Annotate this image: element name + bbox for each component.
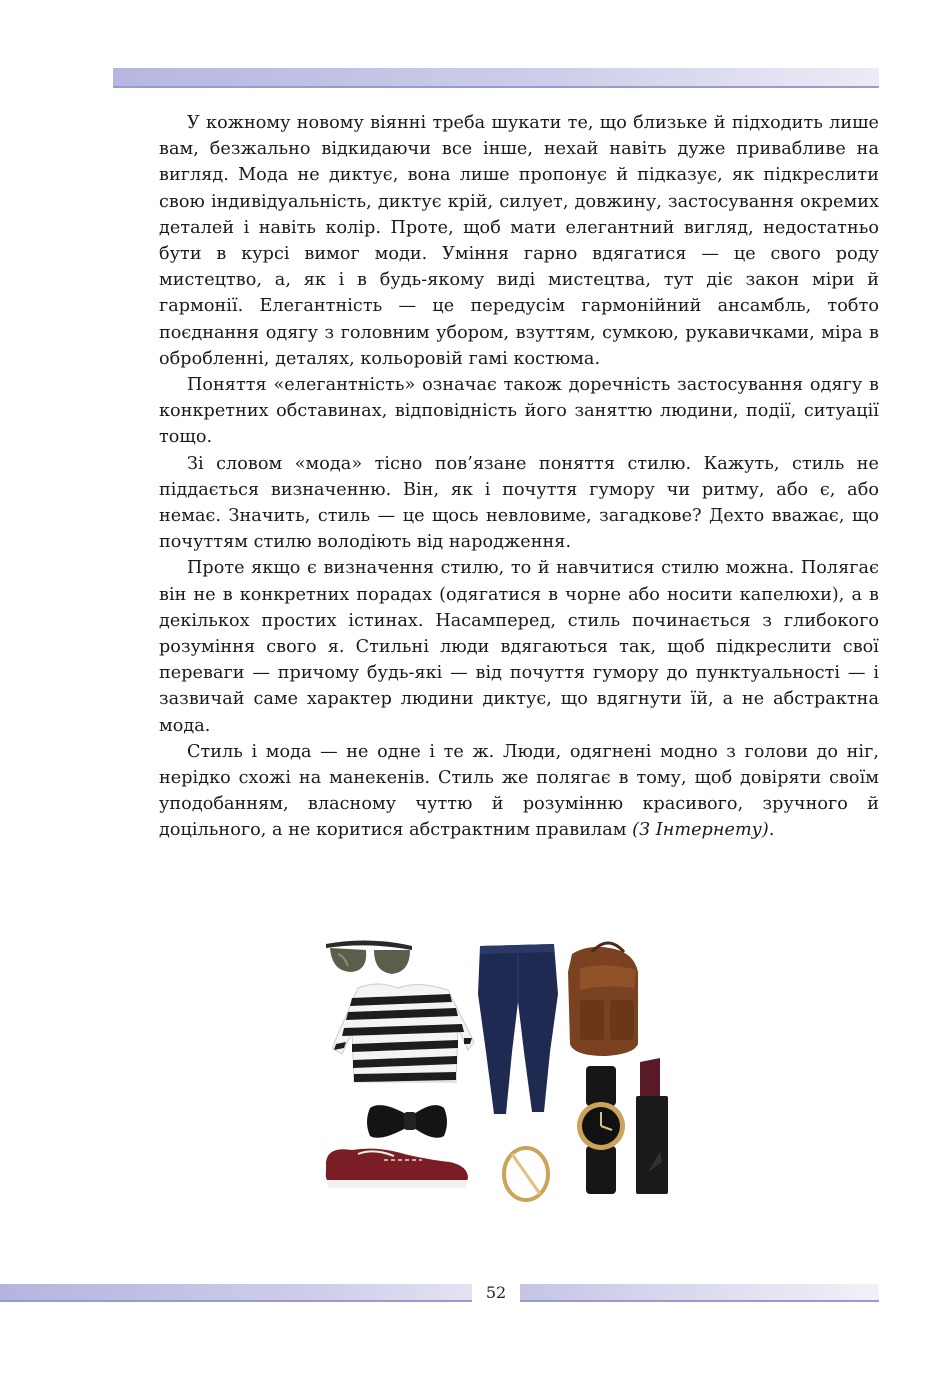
jeans-icon bbox=[478, 944, 558, 1114]
paragraph-5-text: Стиль і мода — не одне і те ж. Люди, одягнені модно з голови до ніг, нерідко схожі на манекенів. Стиль же полягає в тому, щоб довіряти своїм уподобанням, власному чуттю й розумінню красивого, зручного й доцільного, а не коритися абстрактним правилам bbox=[159, 741, 879, 841]
sneakers-icon bbox=[326, 1149, 468, 1188]
paragraph-2: Поняття «елегантність» означає також доречність застосування одягу в конкретних обставинах, відповідність його заняттю людини, події, ситуації тощо. bbox=[159, 375, 879, 448]
bow-tie-icon bbox=[367, 1105, 447, 1138]
paragraph-5-end: . bbox=[768, 820, 775, 841]
sunglasses-icon bbox=[326, 940, 412, 974]
header-decor-bar bbox=[113, 68, 879, 88]
lipstick-icon bbox=[636, 1058, 668, 1194]
fashion-collage-image bbox=[318, 932, 682, 1204]
paragraph-1: У кожному новому віянні треба шукати те, що близьке й підходить лише вам, безжально відкидаючи все інше, нехай навіть дуже привабливе на вигляд. Мода не диктує, вона лише пропонує й підказує, як підкреслити свою індивідуальність, диктує крій, силует, довжину, застосування окремих деталей і навіть колір. Проте, щоб мати елегантний вигляд, недостатньо бути в курсі вимог моди. Уміння гарно вдягатися — це свого роду мистецтво, а, як і в будь-якому виді мистецтва, тут діє закон міри й гармонії. Елегантність — це передусім гармонійний ансамбль, тобто поєднання одягу з головним убором, взуттям, сумкою, рукавичками, міра в обробленні, деталях, кольоровій гамі костюма. bbox=[159, 113, 879, 369]
page-number: 52 bbox=[485, 1283, 507, 1302]
footer-decor-bar-right bbox=[520, 1284, 879, 1302]
paragraph-4: Проте якщо є визначення стилю, то й навчитися стилю можна. Полягає він не в конкретних порадах (одягатися в чорне або носити капелюхи), а в декількох простих істинах. Насамперед, стиль починається з глибокого розуміння свого я. Стильні люди вдягаються так, щоб підкреслити свої переваги — причому будь-які — від почуття гумору до пунктуальності — і зазвичай саме характер людини диктує, що вдягнути їй, а не абстрактна мода. bbox=[159, 558, 879, 736]
wrist-watch-icon bbox=[577, 1066, 625, 1194]
footer-decor-bar-left bbox=[0, 1284, 472, 1302]
backpack-icon bbox=[568, 943, 638, 1056]
paragraph-5 bbox=[159, 739, 879, 844]
article-text bbox=[159, 110, 879, 844]
striped-sweater-icon bbox=[332, 984, 474, 1082]
source-note: (З Інтернету) bbox=[632, 820, 769, 841]
paragraph-3: Зі словом «мода» тісно пов’язане поняття стилю. Кажуть, стиль не піддається визначенню. Він, як і почуття гумору чи ритму, або є, або немає. Значить, стиль — це щось невловиме, загадкове? Дехто вважає, що почуттям стилю володіють від народження. bbox=[159, 453, 879, 553]
cuff-bracelet-icon bbox=[504, 1148, 548, 1200]
